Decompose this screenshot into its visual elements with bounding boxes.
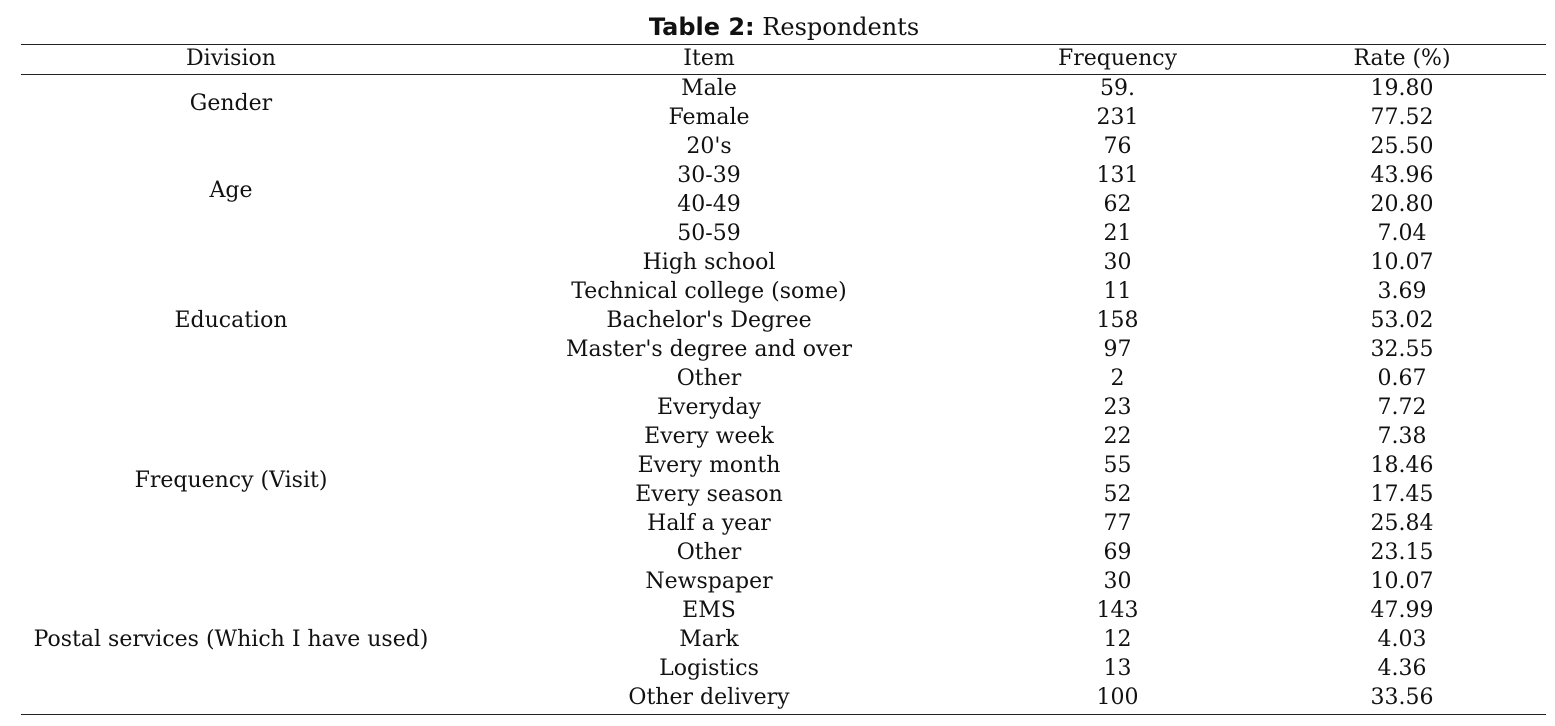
frequency-cell: 131 [1096, 163, 1139, 188]
table-row [21, 248, 1546, 277]
rate-cell: 7.04 [1377, 221, 1427, 246]
item-cell: Other [676, 366, 742, 391]
frequency-cell: 158 [1096, 308, 1139, 333]
item-cell: High school [642, 250, 776, 275]
rate-cell: 53.02 [1370, 308, 1434, 333]
frequency-cell: 231 [1096, 105, 1139, 130]
rate-cell: 43.96 [1370, 163, 1434, 188]
frequency-cell: 76 [1103, 134, 1132, 159]
frequency-cell: 22 [1103, 424, 1132, 449]
frequency-cell: 69 [1103, 540, 1132, 565]
table-caption [0, 11, 1555, 43]
frequency-cell: 52 [1103, 482, 1132, 507]
rate-cell: 4.03 [1377, 627, 1427, 652]
header-rate: Rate (%) [1353, 46, 1451, 71]
item-cell: Logistics [659, 656, 759, 681]
item-cell: 30-39 [677, 163, 741, 188]
table-label: Table 2: [648, 13, 755, 41]
rate-cell: 19.80 [1370, 76, 1434, 101]
rate-cell: 7.38 [1377, 424, 1427, 449]
rate-cell: 17.45 [1370, 482, 1434, 507]
item-cell: Technical college (some) [571, 279, 847, 304]
frequency-cell: 12 [1103, 627, 1132, 652]
frequency-cell: 100 [1096, 685, 1139, 710]
frequency-cell: 30 [1103, 250, 1132, 275]
bottom-rule [21, 714, 1546, 715]
item-cell: Bachelor's Degree [606, 308, 812, 333]
rate-cell: 32.55 [1370, 337, 1434, 362]
frequency-cell: 62 [1103, 192, 1132, 217]
item-cell: 40-49 [677, 192, 741, 217]
item-cell: Everyday [656, 395, 762, 420]
rate-cell: 3.69 [1377, 279, 1427, 304]
header-frequency: Frequency [1058, 46, 1177, 71]
item-cell: Other [676, 540, 742, 565]
rate-cell: 47.99 [1370, 598, 1434, 623]
division-cell: Education [174, 308, 288, 333]
rate-cell: 25.84 [1370, 511, 1434, 536]
rate-cell: 10.07 [1370, 569, 1434, 594]
rate-cell: 7.72 [1377, 395, 1427, 420]
frequency-cell: 21 [1103, 221, 1132, 246]
header-row [21, 44, 1546, 74]
frequency-cell: 55 [1103, 453, 1132, 478]
item-cell: Male [681, 76, 737, 101]
rate-cell: 23.15 [1370, 540, 1434, 565]
division-cell: Postal services (Which I have used) [33, 627, 429, 652]
item-cell: 20's [686, 134, 732, 159]
table-body [21, 74, 1546, 712]
header-item: Item [683, 46, 735, 71]
item-cell: 50-59 [677, 221, 741, 246]
item-cell: Half a year [647, 511, 771, 536]
item-cell: Master's degree and over [566, 337, 852, 362]
rate-cell: 33.56 [1370, 685, 1434, 710]
rate-cell: 25.50 [1370, 134, 1434, 159]
frequency-cell: 97 [1103, 337, 1132, 362]
item-cell: Every season [635, 482, 783, 507]
header-division: Division [186, 46, 276, 71]
rate-cell: 20.80 [1370, 192, 1434, 217]
table-row [21, 74, 1546, 103]
rate-cell: 0.67 [1377, 366, 1427, 391]
item-cell: Other delivery [628, 685, 790, 710]
frequency-cell: 23 [1103, 395, 1132, 420]
frequency-cell: 143 [1096, 598, 1139, 623]
rate-cell: 4.36 [1377, 656, 1427, 681]
respondents-table [21, 44, 1546, 712]
frequency-cell: 13 [1103, 656, 1132, 681]
frequency-cell: 77 [1103, 511, 1132, 536]
division-cell: Gender [189, 90, 273, 116]
rate-cell: 10.07 [1370, 250, 1434, 275]
table-row [21, 132, 1546, 161]
item-cell: Every week [644, 424, 774, 449]
frequency-cell: 59. [1100, 76, 1135, 101]
item-cell: Newspaper [645, 569, 773, 594]
division-cell: Frequency (Visit) [134, 467, 328, 493]
item-cell: Mark [679, 627, 739, 652]
table-title: Respondents [762, 13, 920, 41]
item-cell: Female [668, 105, 750, 130]
table-row [21, 393, 1546, 422]
table-row [21, 567, 1546, 596]
frequency-cell: 11 [1103, 279, 1132, 304]
item-cell: EMS [682, 598, 736, 623]
frequency-cell: 2 [1110, 366, 1125, 391]
rate-cell: 77.52 [1370, 105, 1434, 130]
division-cell: Age [209, 177, 253, 203]
item-cell: Every month [637, 453, 781, 478]
frequency-cell: 30 [1103, 569, 1132, 594]
rate-cell: 18.46 [1370, 453, 1434, 478]
